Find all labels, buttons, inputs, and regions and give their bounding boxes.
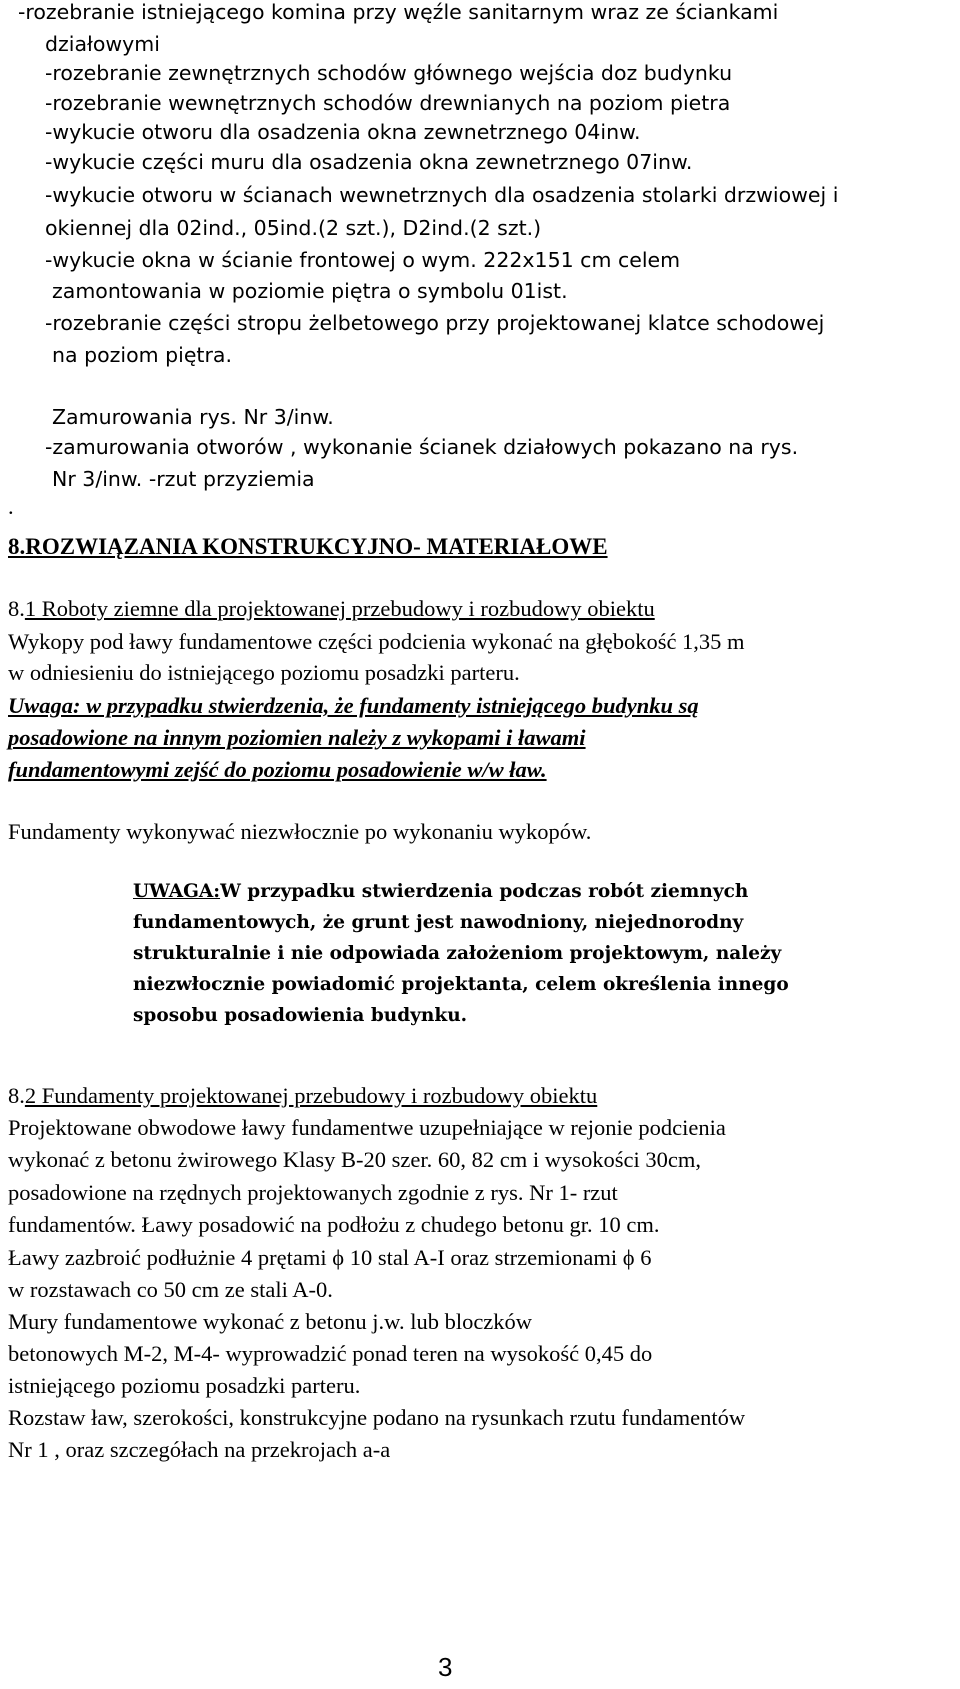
dot-mark: . [8,494,14,519]
section-8-2-body-line: w rozstawach co 50 cm ze stali A-0. [8,1277,333,1302]
demolition-line: -rozebranie części stropu żelbetowego przy projektowanej klatce schodowej [45,311,825,335]
section-8-2-body-line: wykonać z betonu żwirowego Klasy B-20 szer. 60, 82 cm i wysokości 30cm, [8,1147,701,1172]
warning-line: fundamentowych, że grunt jest nawodniony, niejednorodny [133,912,744,933]
section-8-2-body-line: istniejącego poziomu posadzki parteru. [8,1373,361,1398]
demolition-line: działowymi [45,32,160,56]
warning-line: sposobu posadowienia budynku. [133,1005,468,1026]
section-8-2-heading: 8.2 Fundamenty projektowanej przebudowy i rozbudowy obiektu [8,1083,598,1108]
section-8-1-note-line: fundamentowymi zejść do poziomu posadowienie w/w ław. [8,757,547,782]
section-8-2-body-line: Rozstaw ław, szerokości, konstrukcyjne podano na rysunkach rzutu fundamentów [8,1405,746,1430]
walling-title: Zamurowania rys. Nr 3/inw. [52,405,334,429]
demolition-line: -wykucie okna w ścianie frontowej o wym. 222x151 cm celem [45,248,681,272]
warning-line: niezwłocznie powiadomić projektanta, celem określenia innego [133,974,789,995]
section-8-1-body-line: Wykopy pod ławy fundamentowe części podcienia wykonać na głębokość 1,35 m [8,629,745,654]
page-number: 3 [438,1652,453,1682]
demolition-line: -wykucie części muru dla osadzenia okna zewnetrznego 07inw. [45,150,693,174]
demolition-line: na poziom piętra. [52,343,232,367]
section-8-2-body-line: Ławy zazbroić podłużnie 4 prętami ϕ 10 stal A-I oraz strzemionami ϕ 6 [8,1245,652,1270]
section-8-1-after-excavation: Fundamenty wykonywać niezwłocznie po wykonaniu wykopów. [8,819,592,844]
section-8-2-body-line: Nr 1 , oraz szczegółach na przekrojach a-a [8,1437,391,1462]
warning-line: strukturalnie i nie odpowiada założeniom projektowym, należy [133,943,782,964]
section-8-2-body-line: betonowych M-2, M-4- wyprowadzić ponad teren na wysokość 0,45 do [8,1341,653,1366]
section-8-heading: 8.ROZWIĄZANIA KONSTRUKCYJNO- MATERIAŁOWE [8,534,608,559]
demolition-line: zamontowania w poziomie piętra o symbolu 01ist. [52,279,568,303]
section-8-1-heading: 8.1 Roboty ziemne dla projektowanej przebudowy i rozbudowy obiektu [8,596,655,621]
section-8-1-note-line: posadowione na innym poziomien należy z wykopami i ławami [8,725,586,750]
section-8-1-note-line: Uwaga: w przypadku stwierdzenia, że fundamenty istniejącego budynku są [8,693,699,718]
demolition-line: -rozebranie zewnętrznych schodów głównego wejścia doz budynku [45,61,733,85]
demolition-line: -rozebranie wewnętrznych schodów drewnianych na poziom pietra [45,91,731,115]
section-8-2-body-line: fundamentów. Ławy posadowić na podłożu z chudego betonu gr. 10 cm. [8,1212,660,1237]
section-8-2-body-line: posadowione na rzędnych projektowanych zgodnie z rys. Nr 1- rzut [8,1180,618,1205]
section-8-2-body-line: Mury fundamentowe wykonać z betonu j.w. lub bloczków [8,1309,533,1334]
walling-line: Nr 3/inw. -rzut przyziemia [52,467,315,491]
demolition-line: -rozebranie istniejącego komina przy węźle sanitarnym wraz ze ściankami [18,0,779,24]
section-8-1-body-line: w odniesieniu do istniejącego poziomu posadzki parteru. [8,660,520,685]
walling-line: -zamurowania otworów , wykonanie ścianek działowych pokazano na rys. [45,435,799,459]
warning-line: UWAGA:W przypadku stwierdzenia podczas robót ziemnych [133,881,749,902]
demolition-line: okiennej dla 02ind., 05ind.(2 szt.), D2ind.(2 szt.) [45,216,542,240]
demolition-line: -wykucie otworu dla osadzenia okna zewnetrznego 04inw. [45,120,641,144]
section-8-2-body-line: Projektowane obwodowe ławy fundamentwe uzupełniające w rejonie podcienia [8,1115,726,1140]
demolition-line: -wykucie otworu w ścianach wewnetrznych dla osadzenia stolarki drzwiowej i [45,183,839,207]
